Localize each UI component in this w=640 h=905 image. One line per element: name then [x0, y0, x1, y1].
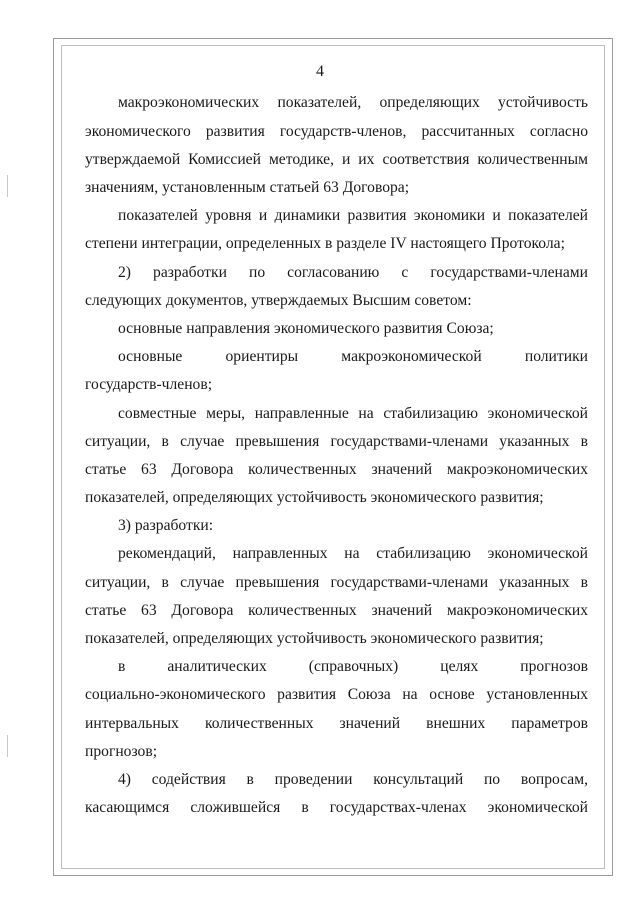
text-line: показателей, определяющих устойчивость экономического развития; [85, 630, 544, 647]
scan-edge-mark [7, 175, 8, 197]
scan-edge-mark [7, 735, 8, 757]
text-line: 4) содействия в проведении консультаций по вопросам, [118, 771, 588, 788]
page-number: 4 [316, 63, 324, 80]
text-line: макроэкономических показателей, определяющих устойчивость [118, 94, 588, 111]
text-line: показателей уровня и динамики развития экономики и показателей [118, 207, 588, 224]
text-line: значениям, установленным статьей 63 Договора; [85, 179, 410, 196]
text-line: прогнозов; [85, 743, 158, 760]
text-line: экономического развития государств-членов, рассчитанных согласно [85, 123, 588, 140]
text-line: степени интеграции, определенных в разделе IV настоящего Протокола; [85, 235, 565, 252]
text-line: ситуации, в случае превышения государствами-членами указанных в [85, 574, 588, 591]
text-line: основные ориентиры макроэкономической политики [118, 348, 588, 365]
text-line: статье 63 Договора количественных значений макроэкономических [85, 602, 588, 619]
text-line: интервальных количественных значений внешних параметров [85, 715, 588, 732]
text-line: статье 63 Договора количественных значений макроэкономических [85, 461, 588, 478]
text-line: ситуации, в случае превышения государствами-членами указанных в [85, 433, 588, 450]
text-line: совместные меры, направленные на стабилизацию экономической [118, 405, 588, 422]
text-line: основные направления экономического развития Союза; [118, 320, 494, 337]
text-line: следующих документов, утверждаемых Высшим советом: [85, 292, 472, 309]
text-line: утверждаемой Комиссией методике, и их соответствия количественным [85, 151, 588, 168]
text-line: 3) разработки: [118, 517, 214, 534]
text-line: в аналитических (справочных) целях прогнозов [118, 658, 588, 675]
text-line: показателей, определяющих устойчивость экономического развития; [85, 489, 544, 506]
text-line: социально-экономического развития Союза на основе установленных [85, 686, 588, 703]
text-line: 2) разработки по согласованию с государствами-членами [118, 264, 588, 281]
text-line: рекомендаций, направленных на стабилизацию экономической [118, 545, 588, 562]
text-line: государств-членов; [85, 376, 213, 393]
text-line: касающимся сложившейся в государствах-членах экономической [85, 799, 588, 816]
